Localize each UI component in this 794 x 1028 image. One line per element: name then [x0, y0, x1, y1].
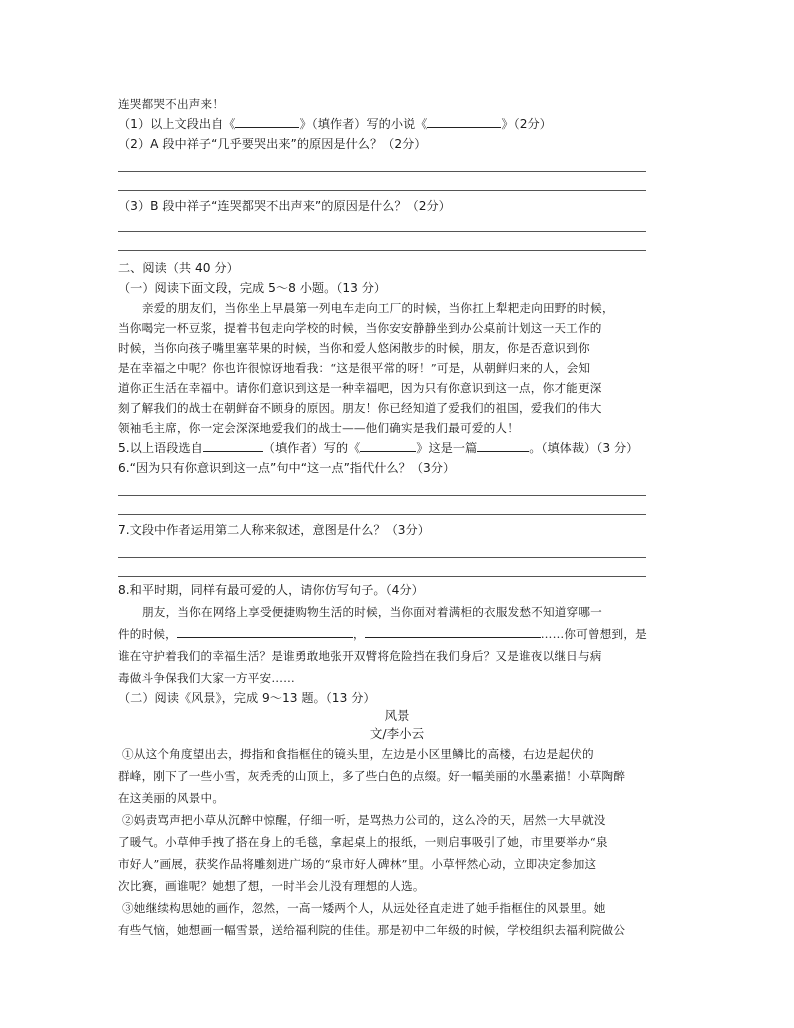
passage-line: 时候，当你向孩子嘴里塞苹果的时候，当你和爱人悠闲散步的时候，朋友，你是否意识到你	[118, 341, 590, 355]
answer-line[interactable]	[118, 190, 646, 191]
passage-line: 领袖毛主席，你一定会深深地爱我们的战士——他们确实是我们最可爱的人！	[118, 421, 519, 435]
passage-line: 是在幸福之中呢？你也许很惊讶地看我：“这是很平常的呀！”可是，从朝鲜归来的人，会知	[118, 361, 591, 375]
story-line: 在这美丽的风景中。	[118, 791, 225, 805]
answer-blank-book[interactable]	[235, 114, 299, 128]
answer-line[interactable]	[118, 250, 646, 251]
story-line: 了暖气。小草伸手拽了搭在身上的毛毯，拿起桌上的报纸，一则启事吸引了她，市里要举办“泉	[118, 835, 608, 849]
q8-line: 件的时候， ， ……你可曾想到，是	[118, 624, 678, 644]
answer-line[interactable]	[118, 576, 646, 577]
answer-blank-imitation-2[interactable]	[365, 624, 541, 638]
part1-heading: （一）阅读下面文段，完成 5～8 小题。（13 分）	[118, 281, 387, 295]
question-7: 7.文段中作者运用第二人称来叙述，意图是什么？（3分）	[118, 523, 430, 537]
story-line: 市好人”画展，获奖作品将雕刻进广场的“泉市好人碑林”里。小草怦然心动，立即决定参加这	[118, 857, 597, 871]
passage-line: 当你喝完一杯豆浆，提着书包走向学校的时候，当你安安静静坐到办公桌前计划这一天工作的	[118, 321, 602, 335]
passage-line: 亲爱的朋友们，当你坐上早晨第一列电车走向工厂的时候，当你扛上犁耙走向田野的时候，	[142, 301, 614, 315]
answer-blank-author[interactable]	[203, 438, 263, 452]
story-line: 群峰，刚下了一些小雪，灰秃秃的山顶上，多了些白色的点缀。好一幅美丽的水墨素描！小草陶醉	[118, 769, 626, 783]
story-line: 次比赛，画谁呢？她想了想，一时半会儿没有理想的人选。	[118, 879, 425, 893]
answer-blank-novel[interactable]	[427, 114, 501, 128]
answer-blank-title[interactable]	[360, 438, 416, 452]
passage-line: 道你正生活在幸福中。请你们意识到这是一种幸福吧，因为只有你意识到这一点，你才能更深	[118, 381, 602, 395]
story-line: ③她继续构思她的画作，忽然，一高一矮两个人，从远处径直走进了她手指框住的风景里。她	[122, 901, 606, 915]
section-heading: 二、阅读（共 40 分）	[118, 261, 239, 275]
answer-line[interactable]	[118, 231, 646, 232]
answer-line[interactable]	[118, 495, 646, 496]
answer-blank-genre[interactable]	[477, 438, 529, 452]
question-3: （3）B 段中祥子“连哭都哭不出声来”的原因是什么？（2分）	[118, 199, 451, 213]
answer-blank-imitation-1[interactable]	[177, 624, 353, 638]
question-5: 5.以上语段选自 （填作者）写的《 》这是一篇 。（填体裁）（3 分）	[118, 438, 678, 458]
story-title: 风景	[384, 708, 410, 723]
answer-line[interactable]	[118, 514, 646, 515]
passage-line: 刻了解我们的战士在朝鲜奋不顾身的原因。朋友！你已经知道了爱我们的祖国，爱我们的伟大	[118, 401, 602, 415]
story-line: ②妈责骂声把小草从沉醉中惊醒，仔细一听，是骂热力公司的，这么冷的天，居然一大早就没	[122, 813, 606, 827]
story-line: ①从这个角度望出去，拇指和食指框住的镜头里，左边是小区里鳞比的高楼，右边是起伏的	[122, 747, 594, 761]
question-8: 8.和平时期，同样有最可爱的人，请你仿写句子。（4分）	[118, 583, 424, 597]
passage-tail: 连哭都哭不出声来！	[118, 97, 225, 111]
q8-line: 毒做斗争保我们大家一方平安……	[118, 671, 295, 685]
q8-line: 谁在守护着我们的幸福生活？是谁勇敢地张开双臂将危险挡在我们身后？又是谁夜以继日与病	[118, 649, 602, 663]
story-author: 文/李小云	[369, 726, 425, 741]
answer-line[interactable]	[118, 557, 646, 558]
question-2: （2）A 段中祥子“几乎要哭出来”的原因是什么？（2分）	[118, 137, 427, 151]
part2-heading: （二）阅读《风景》，完成 9～13 题。（13 分）	[118, 691, 376, 705]
question-1: （1）以上文段出自《 》（填作者）写的小说《 》（2分）	[118, 114, 678, 134]
question-6: 6.“因为只有你意识到这一点”句中“这一点”指代什么？（3分）	[118, 461, 456, 475]
q8-line: 朋友，当你在网络上享受便捷购物生活的时候，当你面对着满柜的衣服发愁不知道穿哪一	[142, 605, 602, 619]
answer-line[interactable]	[118, 171, 646, 172]
story-line: 有些气恼，她想画一幅雪景，送给福利院的佳佳。那是初中二年级的时候，学校组织去福利院做公	[118, 923, 626, 937]
